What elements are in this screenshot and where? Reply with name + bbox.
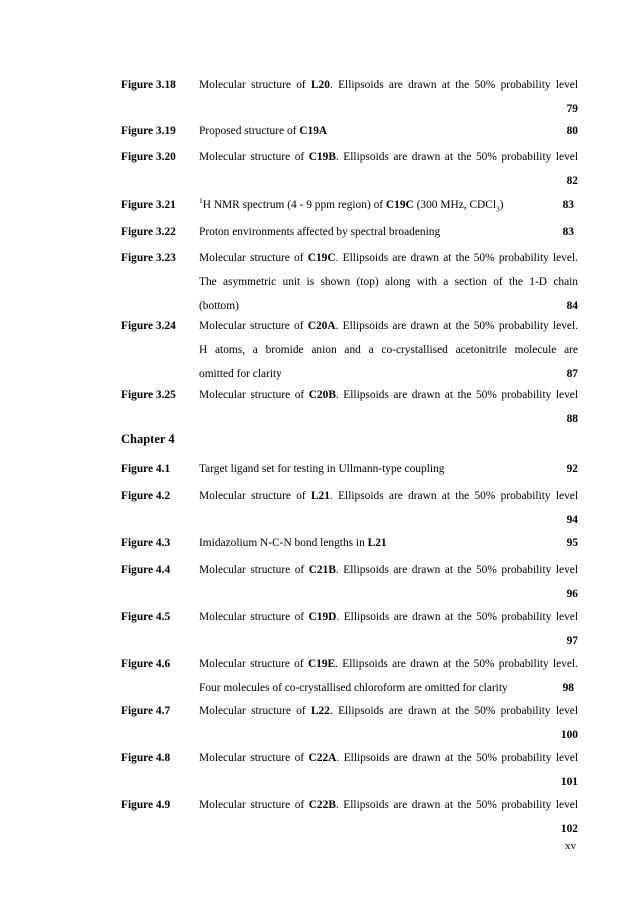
list-item [121, 196, 578, 223]
list-item [121, 564, 578, 612]
figure-caption: Molecular structure of C19C. Ellipsoids are drawn at the 50% probability level. [199, 252, 578, 264]
list-item [121, 320, 578, 392]
figure-caption: Molecular structure of C20B. Ellipsoids are drawn at the 50% probability level [199, 389, 578, 401]
page-reference: 102 [560, 823, 578, 835]
figure-label: Figure 3.25 [121, 389, 176, 401]
figure-label: Figure 4.8 [121, 752, 171, 764]
figure-caption-line: (bottom) [199, 300, 239, 312]
list-item [121, 705, 578, 753]
list-item [121, 252, 578, 324]
figure-caption: Molecular structure of L20. Ellipsoids are drawn at the 50% probability level [199, 79, 578, 91]
chapter-heading: Chapter 4 [121, 432, 175, 446]
figure-caption-line: omitted for clarity [199, 368, 282, 380]
figure-caption-line: The asymmetric unit is shown (top) along with a section of the 1-D chain [199, 276, 578, 288]
figure-label: Figure 3.18 [121, 79, 176, 91]
page-reference: 83 [562, 199, 574, 211]
list-item [121, 658, 578, 706]
page-reference: 101 [560, 776, 578, 788]
figure-caption: Molecular structure of C22A. Ellipsoids are drawn at the 50% probability level [199, 752, 579, 764]
list-item [121, 79, 578, 127]
figure-label: Figure 4.5 [121, 611, 171, 623]
figure-label: Figure 4.3 [121, 537, 171, 549]
list-item [121, 463, 578, 487]
figure-label: Figure 4.1 [121, 463, 171, 475]
figure-caption: $^1$H NMR spectrum (4 - 9 ppm region) of C19C (300 MHz, CDCl$_3$) [199, 196, 504, 214]
page-reference: 87 [566, 368, 578, 380]
page-reference: 82 [566, 175, 578, 187]
list-item [121, 799, 578, 847]
figure-label: Figure 3.22 [121, 226, 176, 238]
list-item [121, 151, 578, 199]
list-item [121, 752, 578, 800]
list-item [121, 490, 578, 538]
page-reference: 80 [566, 125, 578, 137]
figure-caption: Molecular structure of C19B. Ellipsoids are drawn at the 50% probability level [199, 151, 578, 163]
figure-caption: Molecular structure of L22. Ellipsoids are drawn at the 50% probability level [199, 705, 578, 717]
figure-caption: Molecular structure of C20A. Ellipsoids are drawn at the 50% probability level. [199, 320, 578, 332]
figure-caption: Molecular structure of C22B. Ellipsoids are drawn at the 50% probability level [199, 799, 578, 811]
figure-caption: Imidazolium N-C-N bond lengths in L21 [199, 537, 387, 549]
figure-caption: Proposed structure of C19A [199, 125, 328, 137]
page-reference: 97 [566, 635, 578, 647]
page-reference: 98 [562, 682, 574, 694]
list-item [121, 226, 578, 250]
page-number: xv [565, 840, 576, 852]
page-reference: 84 [566, 300, 578, 312]
list-item [121, 611, 578, 659]
list-item [121, 537, 578, 561]
figure-caption: Proton environments affected by spectral broadening [199, 226, 441, 238]
figure-caption: Molecular structure of C19E. Ellipsoids are drawn at the 50% probability level. [199, 658, 578, 670]
page-reference: 83 [562, 226, 574, 238]
figure-label: Figure 3.21 [121, 199, 176, 211]
figure-label: Figure 4.9 [121, 799, 171, 811]
list-item [121, 125, 578, 149]
figure-label: Figure 3.23 [121, 252, 176, 264]
page-reference: 95 [566, 537, 578, 549]
list-item [121, 389, 578, 437]
figure-label: Figure 4.2 [121, 490, 171, 502]
figure-label: Figure 3.20 [121, 151, 176, 163]
page-reference: 96 [566, 588, 578, 600]
page-reference: 92 [566, 463, 578, 475]
figure-caption: Target ligand set for testing in Ullmann-type coupling [199, 463, 445, 475]
figure-caption-line: H atoms, a bromide anion and a co-crystallised acetonitrile molecule are [199, 344, 578, 356]
figure-caption: Molecular structure of C19D. Ellipsoids are drawn at the 50% probability level [199, 611, 579, 623]
page-reference: 100 [560, 729, 578, 741]
figure-caption-line: Four molecules of co-crystallised chloroform are omitted for clarity [199, 682, 508, 694]
figure-label: Figure 4.4 [121, 564, 171, 576]
figure-label: Figure 4.7 [121, 705, 171, 717]
figure-label: Figure 3.24 [121, 320, 176, 332]
page-reference: 79 [566, 103, 578, 115]
figure-caption: Molecular structure of C21B. Ellipsoids are drawn at the 50% probability level [199, 564, 578, 576]
figure-caption: Molecular structure of L21. Ellipsoids are drawn at the 50% probability level [199, 490, 578, 502]
figure-label: Figure 3.19 [121, 125, 176, 137]
figure-label: Figure 4.6 [121, 658, 171, 670]
page-reference: 94 [566, 514, 578, 526]
page-reference: 88 [566, 413, 578, 425]
